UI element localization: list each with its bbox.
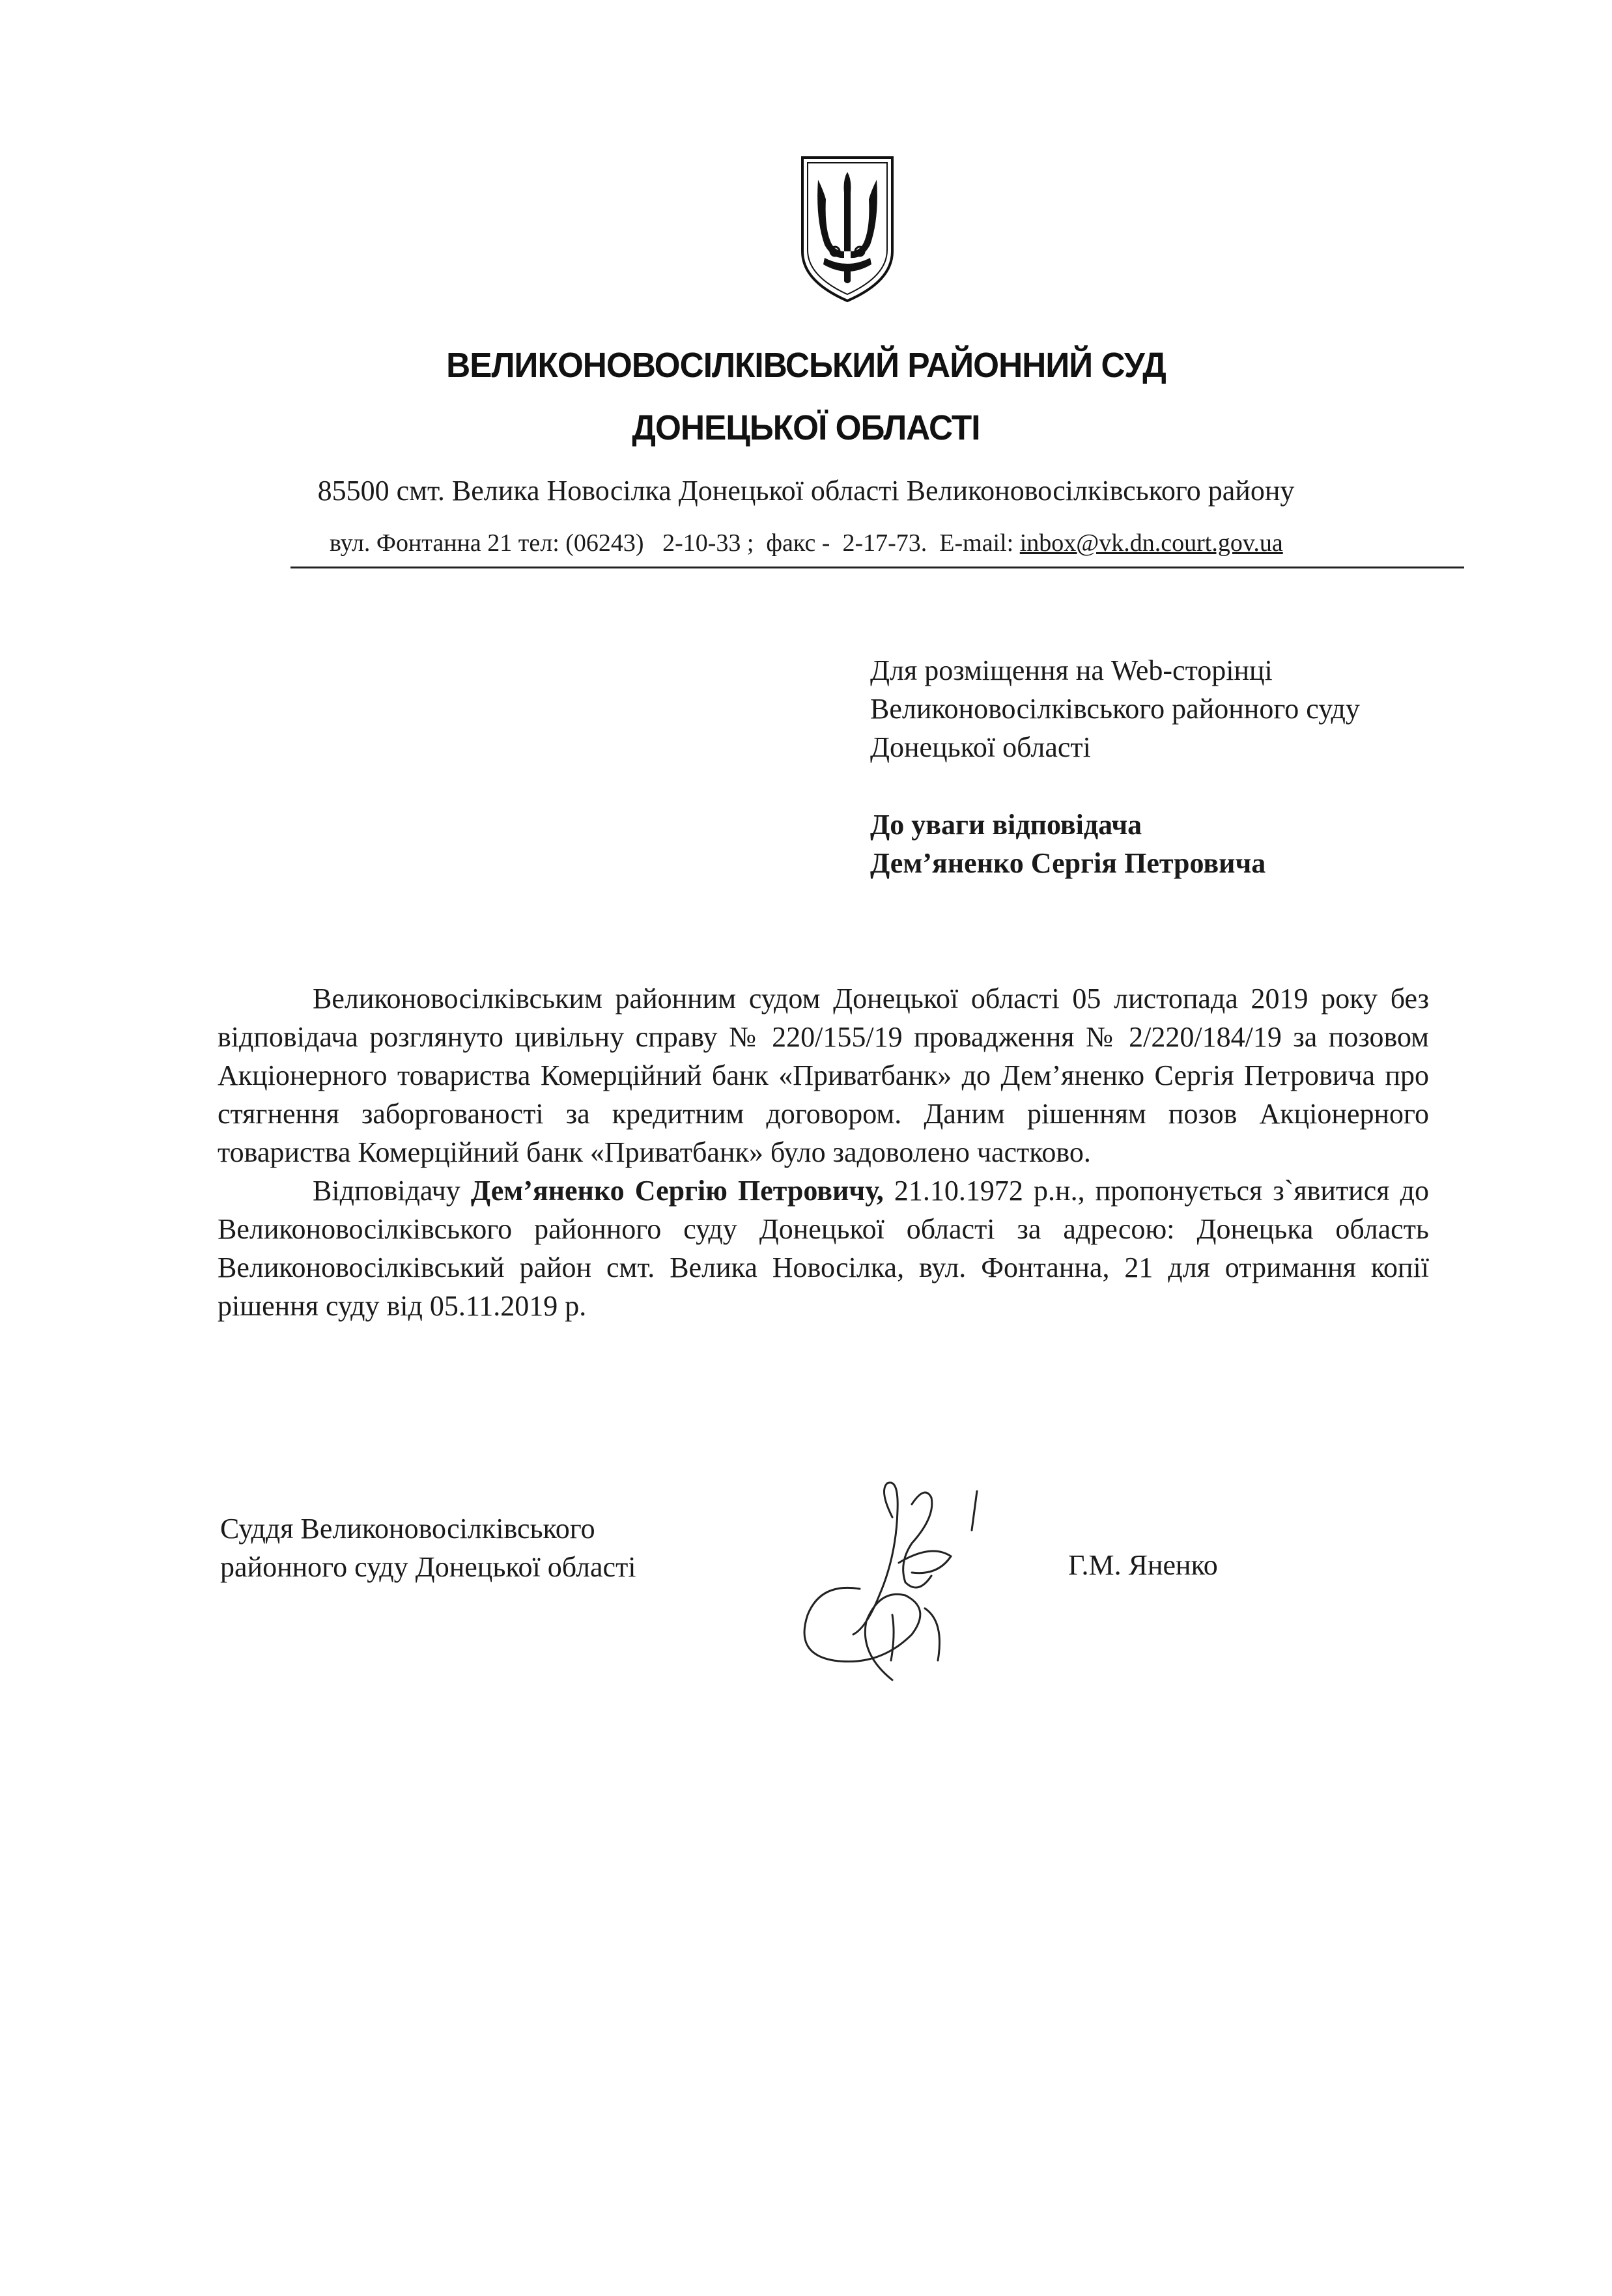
recipient-line3: Донецької області	[870, 731, 1091, 763]
summons-lead: Відповідачу	[313, 1175, 471, 1207]
judge-position-line1: Суддя Великоновосілківського	[220, 1513, 595, 1545]
attention-line2: Дем’яненко Сергія Петровича	[870, 847, 1266, 879]
trident-coat-of-arms-icon	[799, 154, 896, 305]
attention-line1: До уваги відповідача	[870, 809, 1142, 841]
handwritten-signature	[782, 1465, 1023, 1700]
judge-name: Г.М. Яненко	[1068, 1549, 1218, 1581]
notice-body	[218, 979, 1429, 1325]
email-link[interactable]: inbox@vk.dn.court.gov.ua	[1019, 529, 1283, 557]
court-name-line1: ВЕЛИКОНОВОСІЛКІВСЬКИЙ РАЙОННИЙ СУД	[446, 346, 1166, 385]
court-address: 85500 смт. Велика Новосілка Донецької області Великоновосілківського району	[317, 475, 1295, 507]
recipient-line1: Для розміщення на Web-сторінці	[870, 654, 1273, 686]
recipient-line2: Великоновосілківського районного суду	[870, 693, 1360, 725]
defendant-name: Дем’яненко Сергію Петровичу,	[470, 1175, 884, 1207]
court-name-line2: ДОНЕЦЬКОЇ ОБЛАСТІ	[632, 408, 980, 447]
header-divider	[290, 567, 1464, 568]
summons-details: 21.10.1972 р.н., пропонується з`явитися до Великоновосілківського районного суду Донецької області за адресою: Донецька область Великоновосілківський район смт. Велика Новосілка, вул. Фонтанна, 21 для отримання копії рішення суду від 05.11.2019 р.	[218, 1175, 1429, 1322]
recipient-block	[870, 651, 1360, 882]
court-contacts	[330, 529, 1283, 557]
paragraph-summons	[218, 1171, 1429, 1325]
judge-position	[220, 1509, 636, 1586]
judge-position-line2: районного суду Донецької області	[220, 1551, 636, 1583]
paragraph-decision: Великоновосілківським районним судом Донецької області 05 листопада 2019 року без відповідача розглянуто цивільну справу № 220/155/19 провадження № 2/220/184/19 за позовом Акціонерного товариства Комерційний банк «Приватбанк» до Дем’яненко Сергія Петровича про стягнення заборгованості за кредитним договором. Даним рішенням позов Акціонерного товариства Комерційний банк «Приватбанк» було задоволено частково.	[218, 983, 1429, 1168]
contacts-text: вул. Фонтанна 21 тел: (06243) 2-10-33 ; факс - 2-17-73. E-mail:	[330, 529, 1020, 557]
